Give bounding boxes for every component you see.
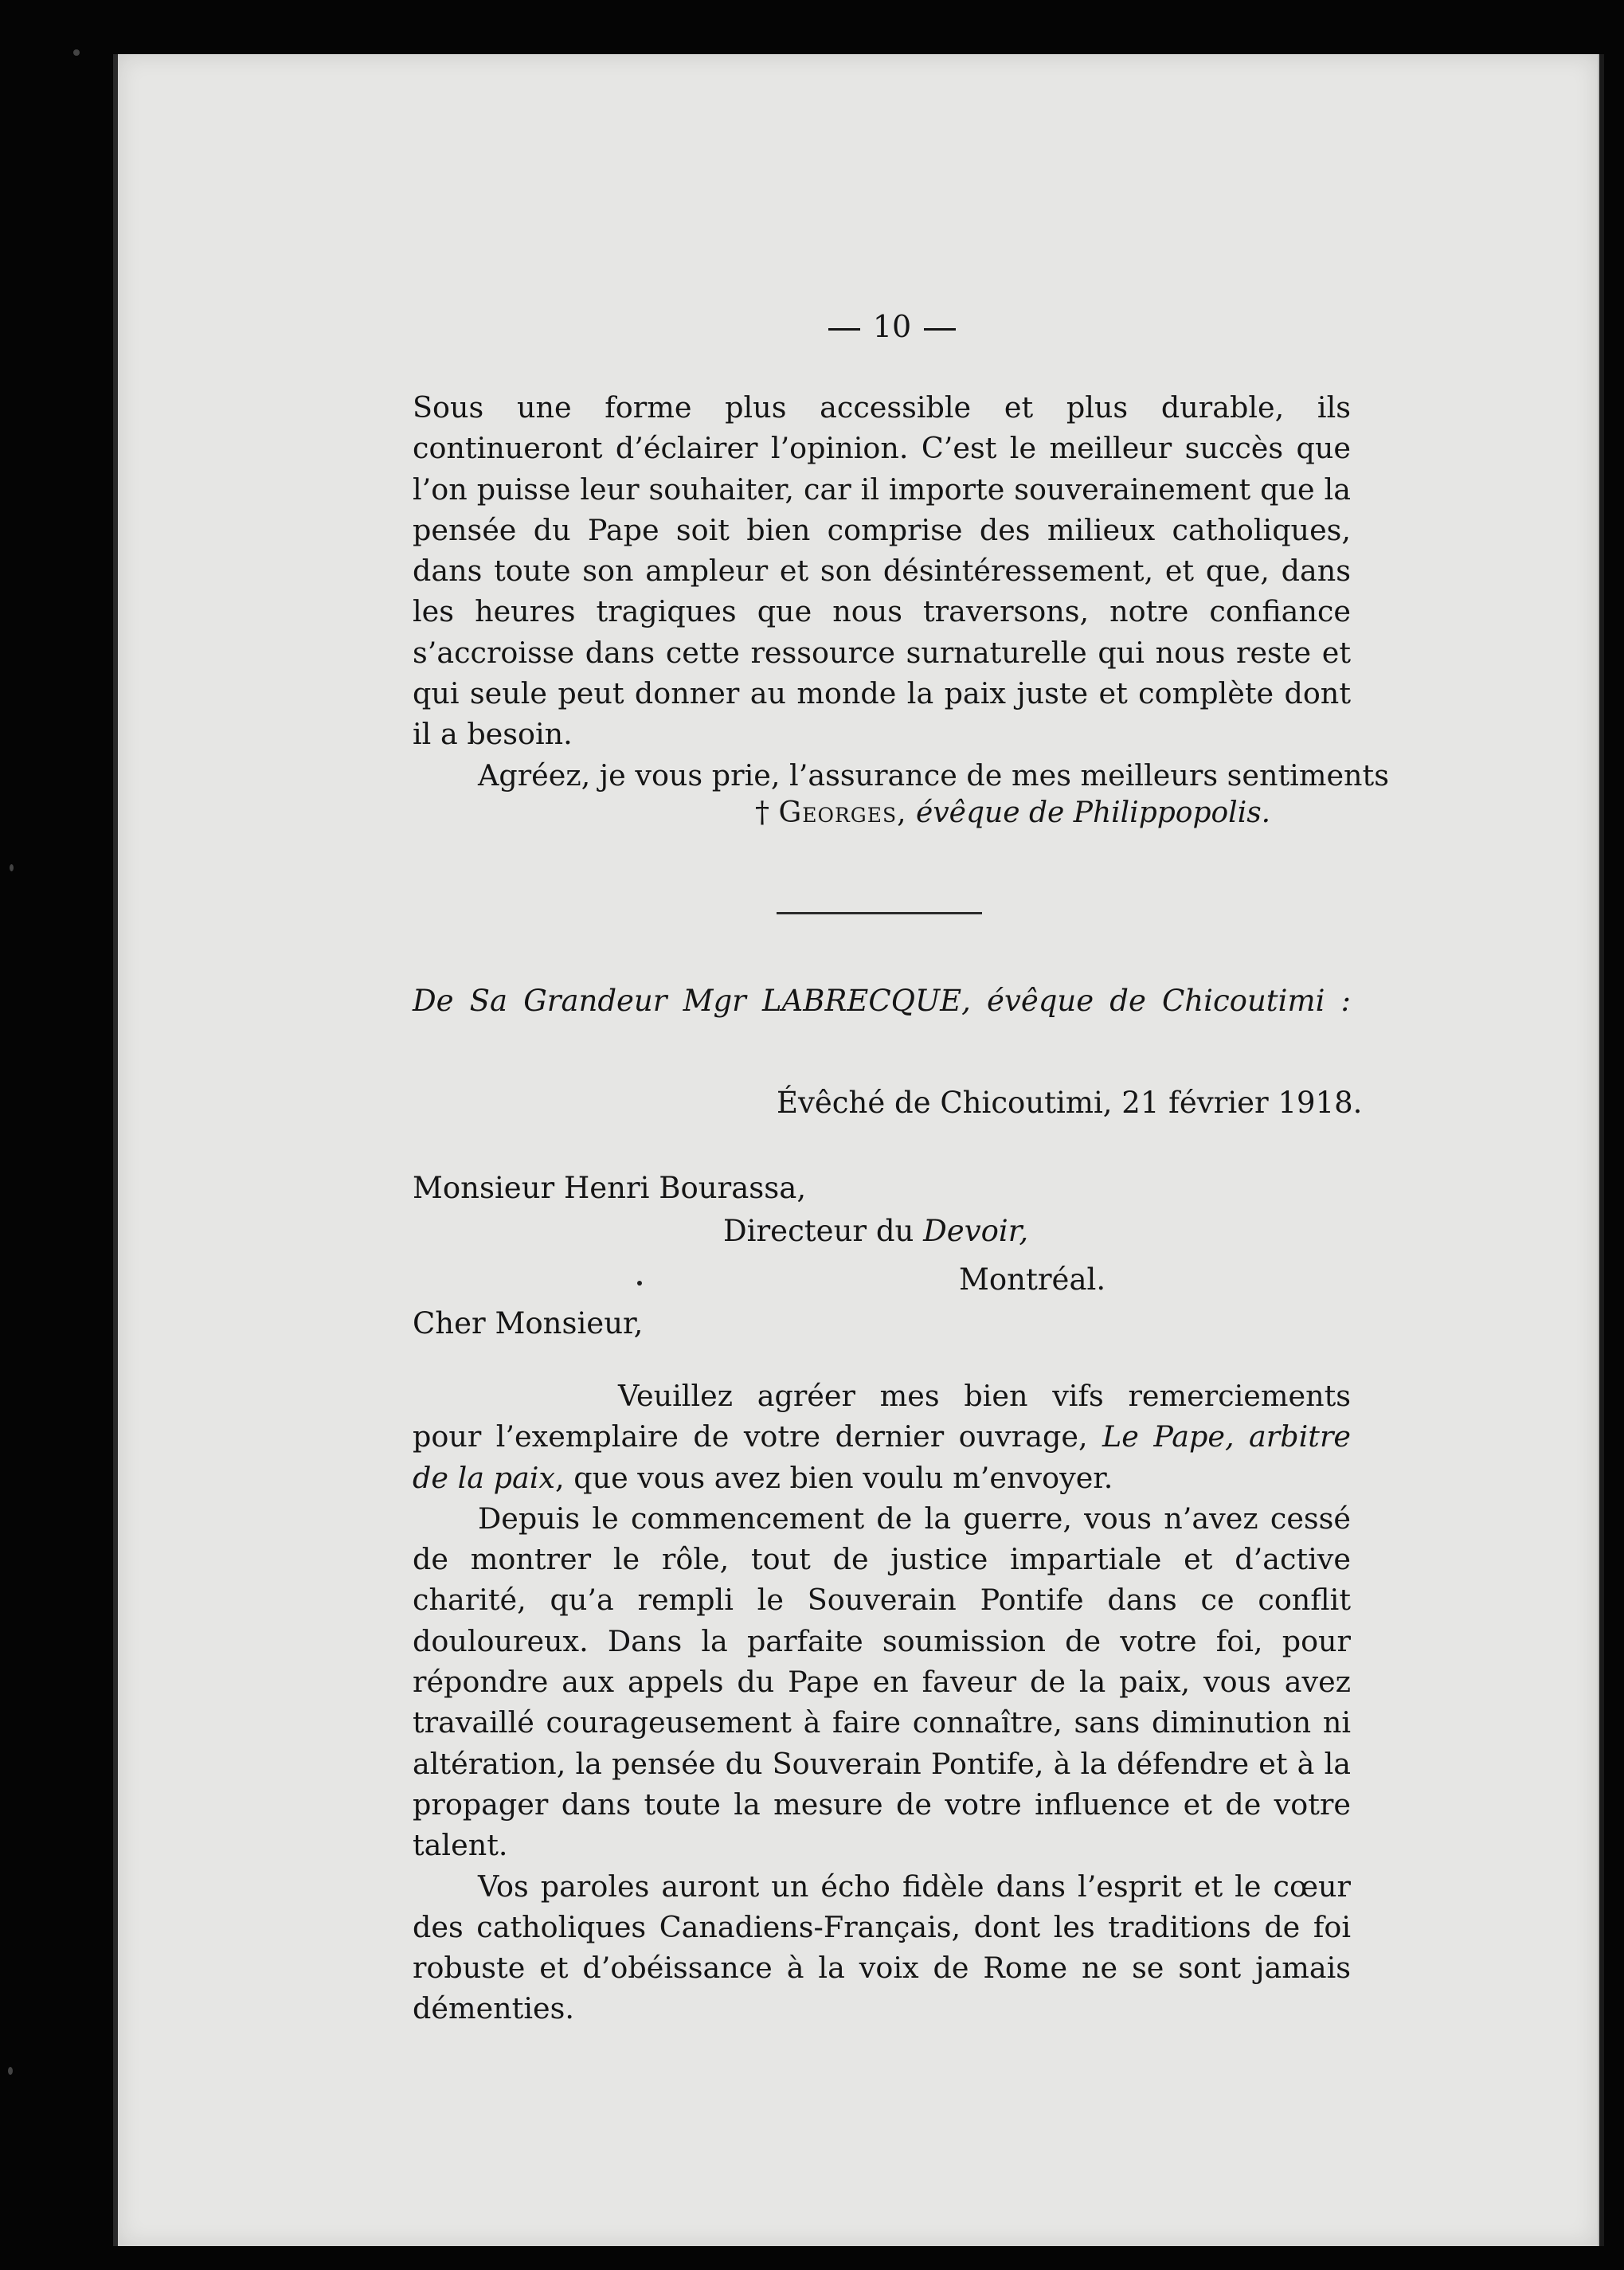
letter2-paragraph-3: Vos paroles auront un écho fidèle dans l’esprit et le cœur des catholiques Canadiens-Français, dont les traditions de foi robuste et d’obéissance à la voix de Rome ne se sont jamais démenties. xyxy=(413,1869,1351,2026)
page-number xyxy=(796,309,988,344)
letter1-signature xyxy=(755,796,1270,829)
heading-suffix: évêque de Chicoutimi : xyxy=(987,984,1351,1018)
letter2-paragraph-1-title: Le Pape, arbitre de la paix xyxy=(413,1419,1351,1495)
signature-title: évêque de Philippopolis. xyxy=(916,796,1271,829)
letter2-paragraph-2: Depuis le commencement de la guerre, vous n’avez cessé de montrer le rôle, tout de justice impartiale et d’active charité, qu’a rempli le Souverain Pontife dans ce conflit douloureux. Dans la parfaite soumission de votre foi, pour répondre aux appels du Pape en faveur de la paix, vous avez travaillé courageusement à faire connaître, sans diminution ni altération, la pensée du Souverain Pontife, à la défendre et à la propager dans toute la mesure de votre influence et de votre talent. xyxy=(413,1501,1351,1863)
scan-speck xyxy=(8,2067,13,2075)
heading-prefix: De Sa Grandeur Mgr xyxy=(413,984,746,1018)
page-right-edge xyxy=(1598,54,1604,2246)
scan-speck xyxy=(10,864,14,871)
letter1-body xyxy=(413,387,1389,796)
section-divider xyxy=(777,912,982,914)
letter2-body xyxy=(413,1376,1351,2029)
salutation: Cher Monsieur, xyxy=(413,1306,644,1340)
signature-name: Georges, xyxy=(778,796,907,829)
letter2-heading xyxy=(413,984,1351,1018)
letter2-dateline: Évêché de Chicoutimi, 21 février 1918. xyxy=(777,1086,1363,1120)
scan-speck xyxy=(73,49,80,56)
page-number-value: 10 xyxy=(872,309,912,344)
recipient-role-paper: Devoir, xyxy=(923,1214,1029,1248)
recipient-name: Monsieur Henri Bourassa, xyxy=(413,1171,807,1205)
page-number-dash-right xyxy=(924,328,956,331)
recipient-role-prefix: Directeur du xyxy=(723,1214,914,1248)
page-number-dash-left xyxy=(828,328,860,331)
letter2-paragraph-1 xyxy=(413,1376,1351,1498)
letter2-paragraph-1-start: Veuillez agréer mes bien vifs remerciements pour l’exemplaire de votre dernier ouvrage, xyxy=(413,1379,1351,1454)
heading-name: LABRECQUE, xyxy=(761,984,971,1018)
letter1-paragraph-1: Sous une forme plus accessible et plus durable, ils continueront d’éclairer l’opinion. C’est le meilleur succès que l’on puisse leur souhaiter, car il importe souverainement que la pensée du Pape soit bien comprise des milieux catholiques, dans toute son ampleur et son désintéressement, et que, dans les heures tragiques que nous traversons, notre confiance s’accroisse dans cette ressource surnaturelle qui nous reste et qui seule peut donner au monde la paix juste et complète dont il a besoin. xyxy=(413,390,1351,752)
recipient-role xyxy=(723,1214,1028,1248)
stray-dot xyxy=(637,1281,642,1286)
letter1-paragraph-2: Agréez, je vous prie, l’assurance de mes meilleurs sentiments xyxy=(478,757,1389,793)
letter2-paragraph-1-end: , que vous avez bien voulu m’envoyer. xyxy=(555,1460,1113,1495)
signature-cross: † xyxy=(755,796,769,829)
recipient-city: Montréal. xyxy=(959,1262,1106,1297)
